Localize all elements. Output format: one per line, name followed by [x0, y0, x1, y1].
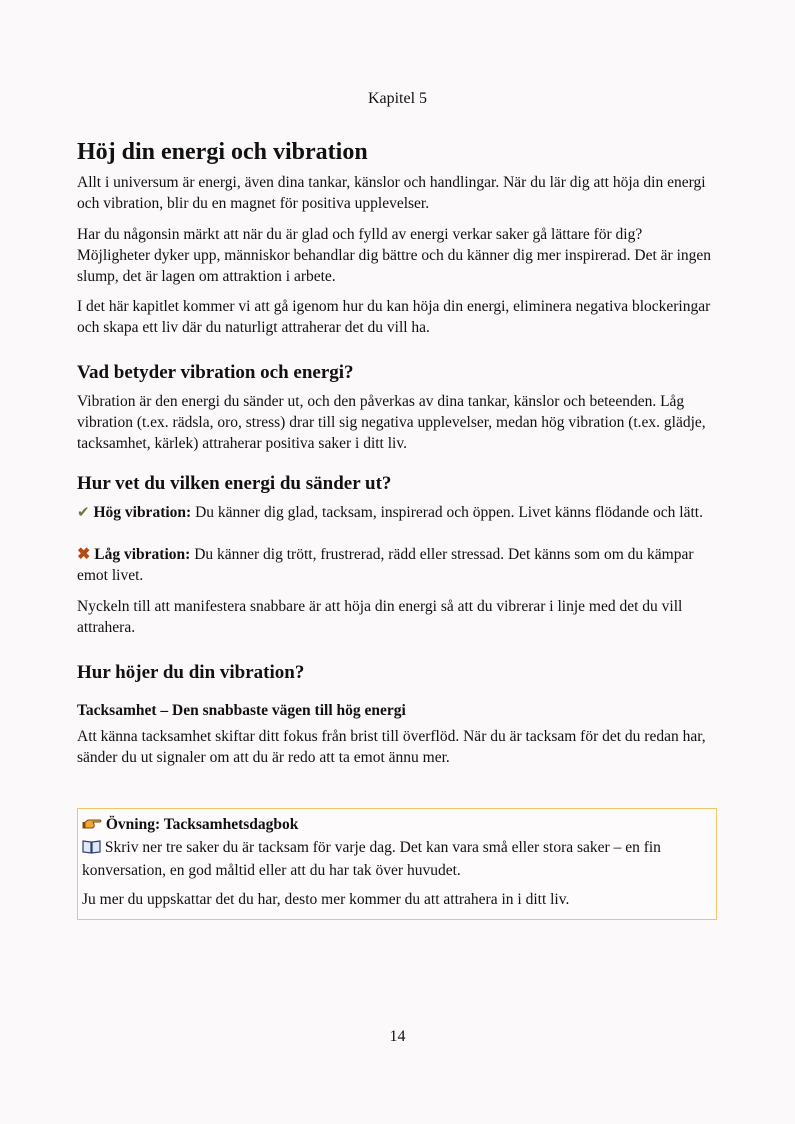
section-heading-vibration: Vad betyder vibration och energi? — [77, 362, 354, 383]
open-book-icon — [82, 839, 101, 860]
exercise-text: Skriv ner tre saker du är tacksam för varje dag. Det kan vara små eller stora saker – en fin konversation, en god måltid eller att du har tak över huvudet. — [82, 839, 661, 879]
exercise-closing: Ju mer du uppskattar det du har, desto mer kommer du att attrahera in i ditt liv. — [82, 891, 570, 908]
low-vibration-item — [77, 544, 719, 586]
exercise-title: Övning: Tacksamhetsdagbok — [105, 816, 299, 833]
chapter-label: Kapitel 5 — [367, 90, 428, 107]
section-paragraph-key: Nyckeln till att manifestera snabbare är att höja din energi så att du vibrerar i linje med det du vill attrahera. — [77, 598, 683, 636]
section-paragraph-vibration: Vibration är den energi du sänder ut, och den påverkas av dina tankar, känslor och beteenden. Låg vibration (t.ex. rädsla, oro, stress) drar till sig negativa upplevelser, medan hög vibration (t.ex. glädje, tacksamhet, kärlek) attraherar positiva saker i ditt liv. — [77, 393, 706, 452]
exercise-title-line — [82, 814, 712, 837]
low-vibration-text: Du känner dig trött, frustrerad, rädd eller stressad. Det känns som om du kämpar emot livet. — [77, 546, 694, 584]
intro-paragraph-2: Har du någonsin märkt att när du är glad och fylld av energi verkar saker gå lättare för dig? Möjligheter dyker upp, människor behandlar dig bättre och du känner dig mer inspirerad. Det är ingen slump, det är lagen om attraktion i arbete. — [77, 226, 712, 285]
section-heading-energy-check: Hur vet du vilken energi du sänder ut? — [77, 473, 392, 494]
high-vibration-text: Du känner dig glad, tacksam, inspirerad och öppen. Livet känns flödande och lätt. — [191, 504, 703, 521]
page-title: Höj din energi och vibration — [77, 139, 368, 165]
intro-paragraph-3: I det här kapitlet kommer vi att gå igenom hur du kan höja din energi, eliminera negativa blockeringar och skapa ett liv där du naturligt attraherar det du vill ha. — [77, 298, 711, 336]
exercise-instruction — [82, 837, 712, 881]
low-vibration-label: Låg vibration: — [94, 546, 191, 563]
high-vibration-label: Hög vibration: — [93, 504, 192, 521]
check-icon: ✔ — [77, 505, 90, 521]
subheading-gratitude: Tacksamhet – Den snabbaste vägen till hög energi — [77, 702, 406, 719]
cross-icon: ✖ — [77, 546, 91, 563]
section-heading-raise: Hur höjer du din vibration? — [77, 662, 305, 683]
section-paragraph-gratitude: Att känna tacksamhet skiftar ditt fokus från brist till överflöd. När du är tacksam för det du redan har, sänder du ut signaler om att du är redo att ta emot ännu mer. — [77, 728, 706, 766]
high-vibration-item — [77, 502, 719, 524]
pointing-hand-icon — [82, 815, 102, 837]
exercise-content — [82, 814, 712, 910]
page-number: 14 — [389, 1028, 406, 1045]
exercise-box — [77, 808, 717, 920]
intro-paragraph-1: Allt i universum är energi, även dina tankar, känslor och handlingar. När du lär dig att höja din energi och vibration, blir du en magnet för positiva upplevelser. — [77, 174, 706, 212]
